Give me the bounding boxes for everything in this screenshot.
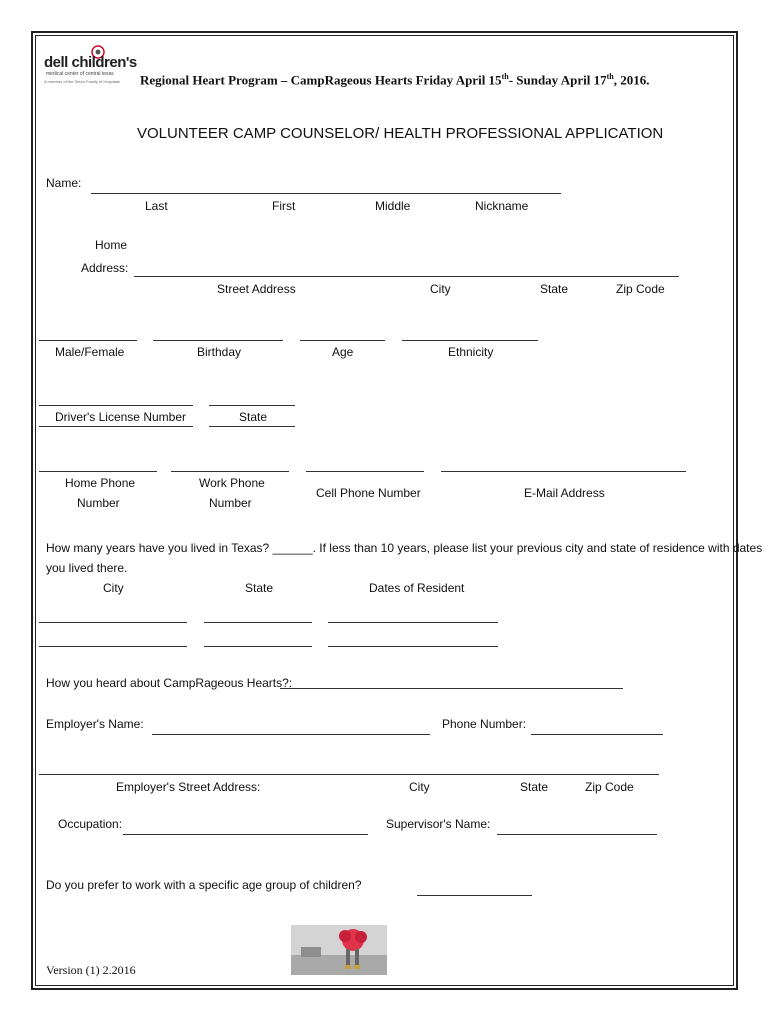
employer-street-label: Employer's Street Address: <box>116 780 261 794</box>
employer-zip-label: Zip Code <box>585 780 634 794</box>
employer-city-label: City <box>409 780 430 794</box>
texas-years-blank[interactable]: ______ <box>272 541 313 555</box>
birthday-label: Birthday <box>197 345 242 359</box>
age-group-field[interactable] <box>417 895 532 896</box>
dell-childrens-logo <box>44 44 144 88</box>
home-label: Home <box>95 238 128 252</box>
name-label: Name: <box>46 176 82 190</box>
zip-code-label: Zip Code <box>616 282 665 296</box>
logo-wordmark: dell children's <box>44 54 137 71</box>
home-phone-label-1: Home Phone <box>65 476 136 490</box>
city-label: City <box>430 282 451 296</box>
age-label: Age <box>332 345 354 359</box>
work-phone-field[interactable] <box>171 471 289 472</box>
cell-phone-label: Cell Phone Number <box>316 486 421 500</box>
logo-tagline: A member of the Seton Family of Hospitals <box>44 79 120 84</box>
employer-state-label: State <box>520 780 549 794</box>
prev-dates-field-2[interactable] <box>328 646 498 647</box>
employer-phone-field[interactable] <box>531 734 663 735</box>
first-name-label: First <box>272 199 296 213</box>
home-address-field[interactable] <box>134 276 679 277</box>
home-phone-label-2: Number <box>77 496 120 510</box>
texas-years-question: How many years have you lived in Texas? ______. If less than 10 years, please list your previous city and state of residence with dates <box>46 541 763 555</box>
name-field[interactable] <box>91 193 561 194</box>
supervisor-field[interactable] <box>497 834 657 835</box>
ethnicity-label: Ethnicity <box>448 345 494 359</box>
license-state-field[interactable] <box>209 405 295 406</box>
prev-state-label: State <box>245 581 274 595</box>
age-group-question: Do you prefer to work with a specific age group of children? <box>46 878 362 892</box>
dates-of-resident-label: Dates of Resident <box>369 581 465 595</box>
form-title: VOLUNTEER CAMP COUNSELOR/ HEALTH PROFESSIONAL APPLICATION <box>137 125 664 142</box>
employer-address-field[interactable] <box>39 774 659 775</box>
drivers-license-field[interactable] <box>39 405 193 406</box>
email-field[interactable] <box>441 471 686 472</box>
state-label: State <box>540 282 569 296</box>
birthday-field[interactable] <box>153 340 283 341</box>
middle-name-label: Middle <box>375 199 411 213</box>
how-heard-question: How you heard about CampRageous Hearts?: <box>46 676 293 690</box>
prev-state-field-1[interactable] <box>204 622 312 623</box>
supervisor-label: Supervisor's Name: <box>386 817 491 831</box>
age-field[interactable] <box>300 340 385 341</box>
last-name-label: Last <box>145 199 168 213</box>
program-header: Regional Heart Program – CampRageous Hearts Friday April 15th- Sunday April 17th, 2016. <box>140 72 650 88</box>
ethnicity-field[interactable] <box>402 340 538 341</box>
logo-subtitle: medical center of central texas <box>46 71 114 77</box>
employer-name-label: Employer's Name: <box>46 717 144 731</box>
cell-phone-field[interactable] <box>306 471 424 472</box>
how-heard-field[interactable] <box>280 688 623 689</box>
work-phone-label-1: Work Phone <box>199 476 265 490</box>
prev-dates-field-1[interactable] <box>328 622 498 623</box>
home-phone-field[interactable] <box>39 471 157 472</box>
gender-field[interactable] <box>39 340 137 341</box>
street-address-label: Street Address <box>217 282 296 296</box>
nickname-label: Nickname <box>475 199 529 213</box>
drivers-license-underline <box>39 426 193 427</box>
page-border-inner <box>35 35 734 986</box>
prev-city-label: City <box>103 581 124 595</box>
employer-name-field[interactable] <box>152 734 430 735</box>
employer-phone-label: Phone Number: <box>442 717 527 731</box>
prev-state-field-2[interactable] <box>204 646 312 647</box>
prev-city-field-2[interactable] <box>39 646 187 647</box>
prev-city-field-1[interactable] <box>39 622 187 623</box>
email-label: E-Mail Address <box>524 486 605 500</box>
occupation-field[interactable] <box>123 834 368 835</box>
work-phone-label-2: Number <box>209 496 252 510</box>
camp-photo <box>291 925 387 975</box>
license-state-label: State <box>239 410 268 424</box>
drivers-license-label: Driver's License Number <box>55 410 186 424</box>
occupation-label: Occupation: <box>58 817 123 831</box>
license-state-underline <box>209 426 295 427</box>
version-label: Version (1) 2.2016 <box>46 963 136 977</box>
texas-years-question-cont: you lived there. <box>46 561 128 575</box>
gender-label: Male/Female <box>55 345 125 359</box>
address-label: Address: <box>81 261 129 275</box>
